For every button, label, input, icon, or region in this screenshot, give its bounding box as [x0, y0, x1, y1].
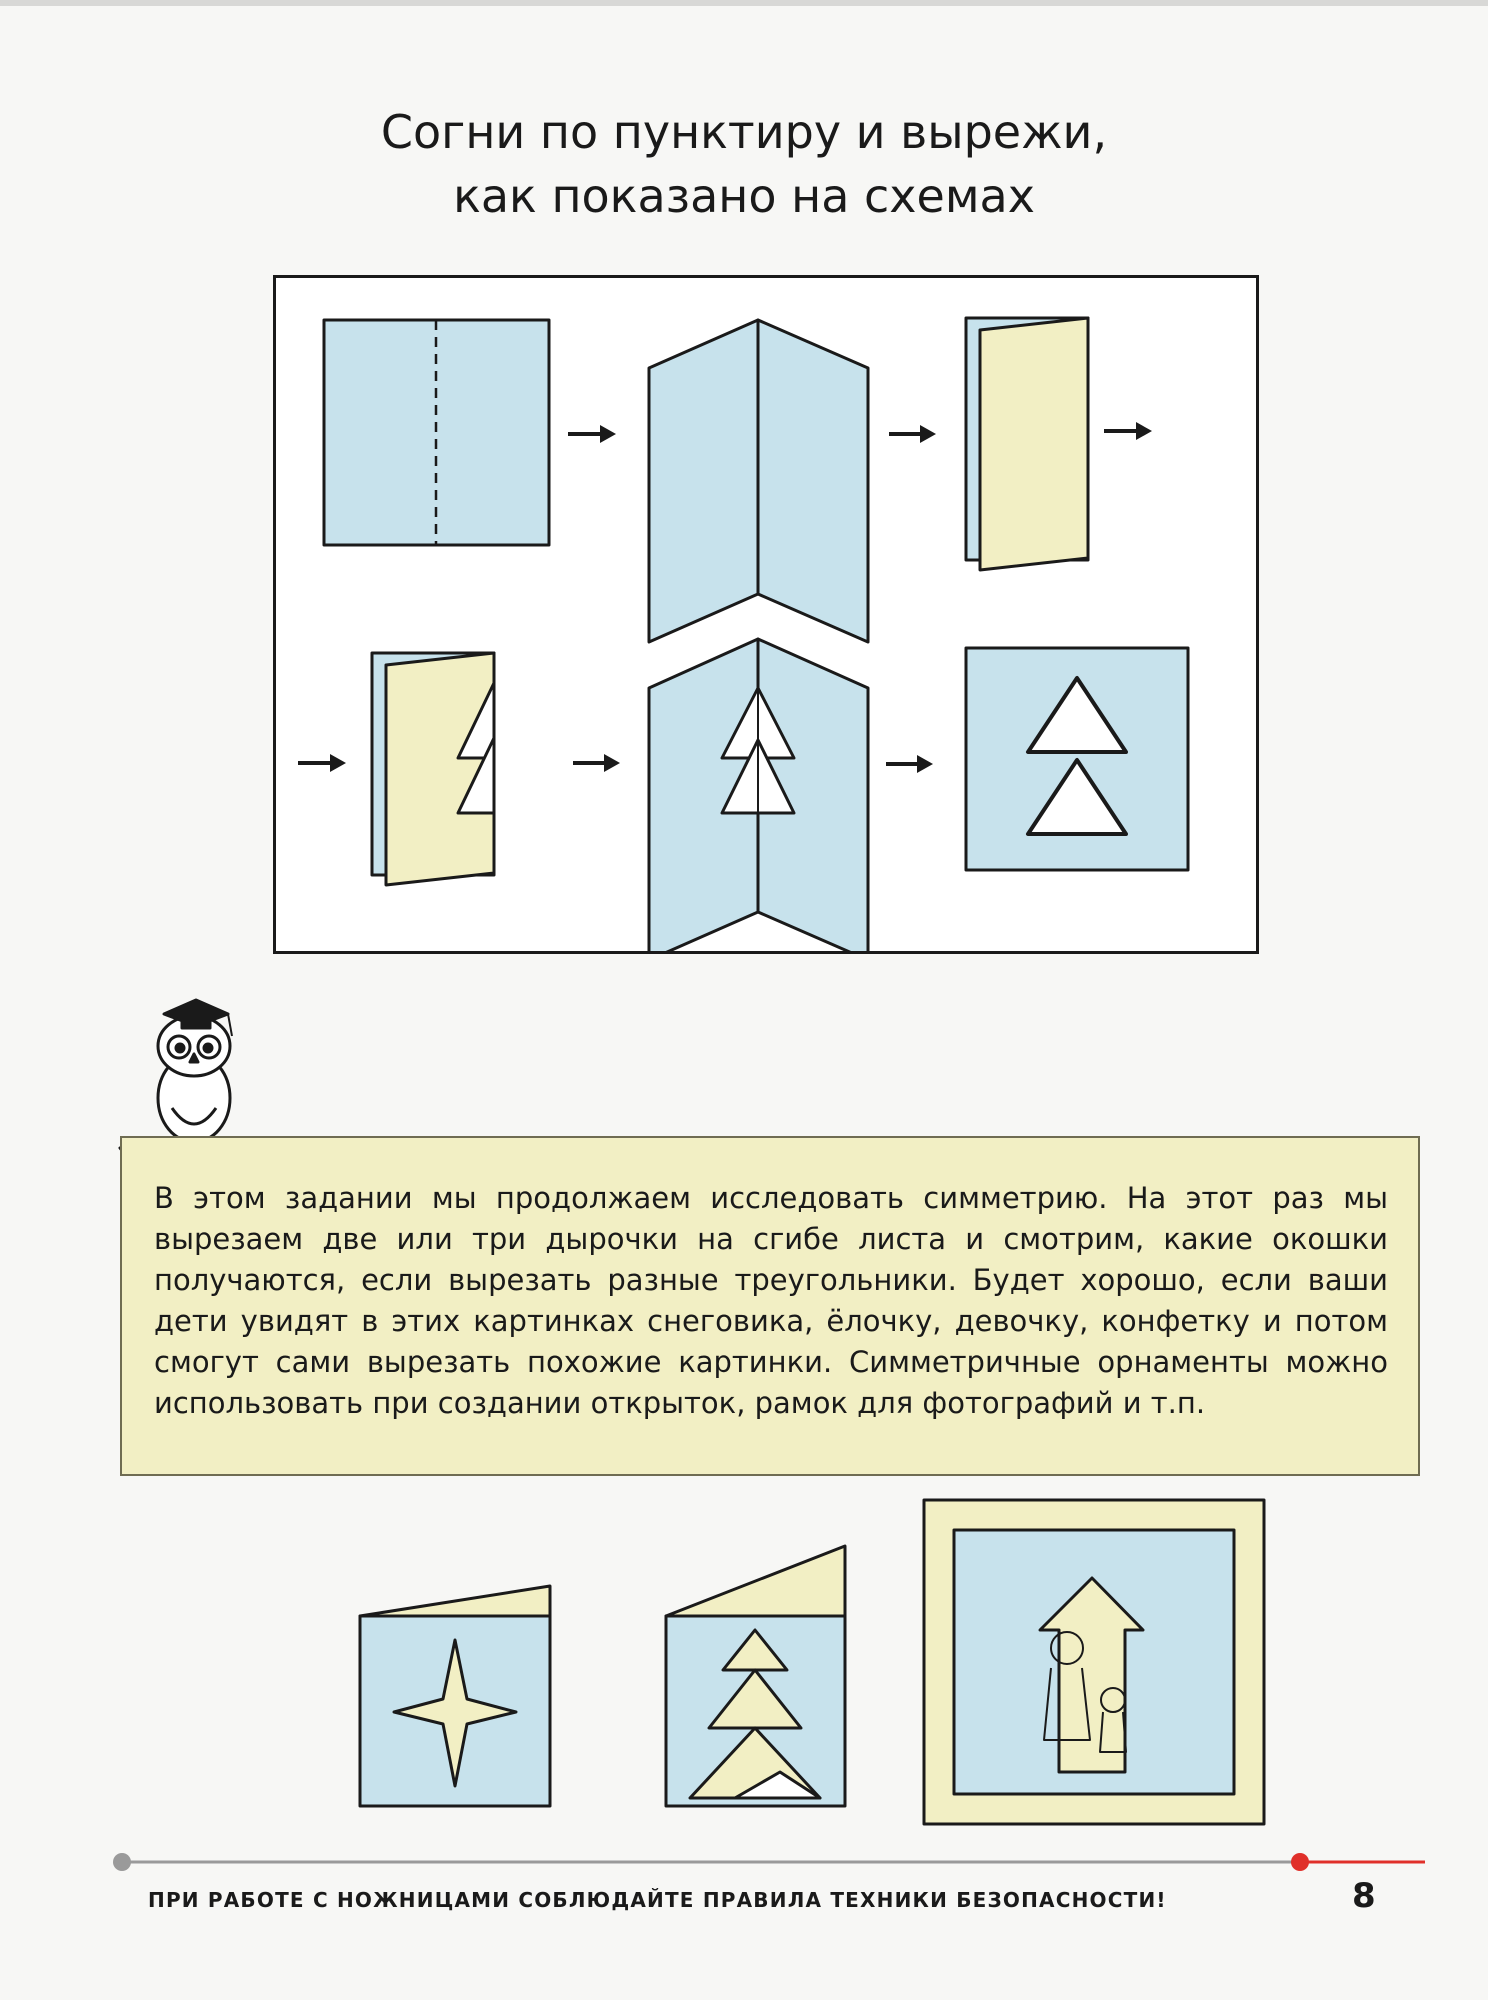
example-cards: [340, 1490, 1280, 1830]
teacher-note-box: [120, 1136, 1420, 1476]
example-card-tree: [666, 1546, 845, 1806]
page-top-edge: [0, 0, 1488, 6]
example-card-star: [360, 1586, 550, 1806]
safety-warning: ПРИ РАБОТЕ С НОЖНИЦАМИ СОБЛЮДАЙТЕ ПРАВИЛА ТЕХНИКИ БЕЗОПАСНОСТИ!: [148, 1888, 1167, 1912]
arrow-right-icon: [568, 425, 616, 443]
arrow-right-icon: [1104, 422, 1152, 440]
title-line-1: Согни по пунктиру и вырежи,: [380, 105, 1108, 159]
teacher-note-text: В этом задании мы продолжаем исследовать симметрию. На этот раз мы вырезаем две или три дырочки на сгибе листа и смотрим, какие окошки получаются, если вырезать разные треугольники. Будет хорошо, если ваши дети увидят в этих картинках снеговика, ёлочку, девочку, конфетку и потом смогут сами вырезать похожие картинки. Симметричные орнаменты можно использовать при создании открыток, рамок для фотографий и т.п.: [154, 1181, 1388, 1420]
step-5-half-unfolded-tree: [649, 639, 868, 951]
step-6-unfolded-result: [966, 648, 1188, 870]
title-line-2: как показано на схемах: [453, 169, 1035, 223]
page-title: [0, 100, 1488, 228]
arrow-right-icon: [573, 754, 620, 772]
step-3-folded-sheet: [966, 318, 1088, 570]
arrow-right-icon: [886, 755, 933, 773]
footer-rule: [110, 1850, 1430, 1874]
folding-scheme-diagram: [276, 278, 1256, 951]
folding-scheme-frame: [273, 275, 1259, 954]
step-2-half-folded-sheet: [649, 320, 868, 642]
example-card-photo-frame: [924, 1500, 1264, 1824]
step-4-folded-sheet-cut: [372, 653, 494, 885]
step-1-flat-sheet: [324, 320, 549, 545]
page-number: 8: [1352, 1876, 1376, 1916]
arrow-right-icon: [298, 754, 346, 772]
owl-with-graduation-cap-icon: [112, 990, 282, 1160]
arrow-right-icon: [889, 425, 936, 443]
